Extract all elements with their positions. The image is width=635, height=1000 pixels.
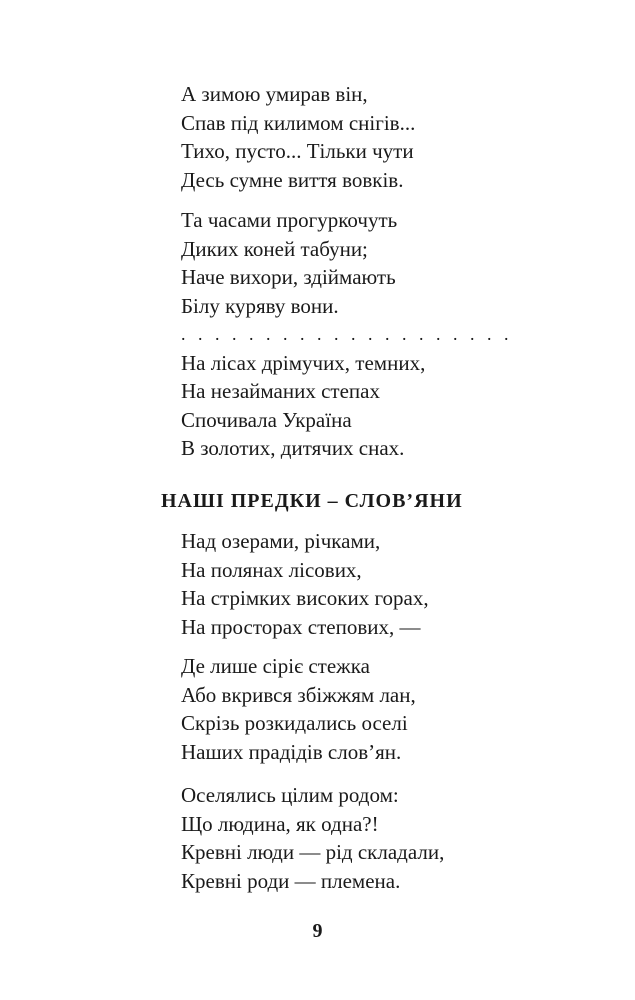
verse-line: Над озерами, річками, — [181, 529, 381, 553]
verse-line: Диких коней табуни; — [181, 236, 368, 261]
verse-line: Білу куряву вони. — [181, 293, 339, 318]
stanza-5 — [181, 781, 444, 895]
verse-line: Кревні роди — племена. — [181, 868, 401, 893]
stanza-1 — [181, 80, 415, 194]
verse-line: Кревні люди — рід складали, — [181, 840, 445, 864]
verse-line: На просторах степових, — — [181, 614, 421, 639]
section-title: НАШІ ПРЕДКИ – СЛОВ’ЯНИ — [161, 490, 463, 512]
stanza-3 — [181, 527, 429, 641]
verse-line: Десь сумне виття вовків. — [181, 167, 404, 192]
stanza-4 — [181, 652, 416, 766]
verse-line: Спав під килимом снігів... — [181, 110, 416, 135]
verse-line: На лісах дрімучих, темних, — [181, 350, 426, 375]
ellipsis-divider: . . . . . . . . . . . . . . . . . . . . — [181, 324, 513, 344]
verse-line: В золотих, дитячих снах. — [181, 436, 405, 460]
verse-line: На незайманих степах — [181, 379, 380, 403]
verse-line: Тихо, пусто... Тільки чути — [181, 139, 414, 163]
verse-line: Що людина, як одна?! — [181, 811, 379, 836]
verse-line: Наче вихори, здіймають — [181, 265, 396, 289]
verse-line: Оселялись цілим родом: — [181, 783, 399, 807]
verse-line: На стрімких високих горах, — [181, 586, 429, 610]
verse-line: А зимою умирав він, — [181, 82, 368, 106]
verse-line: На полянах лісових, — [181, 557, 362, 582]
verse-line: Де лише сіріє стежка — [181, 654, 370, 678]
verse-line: Наших прадідів слов’ян. — [181, 739, 402, 764]
verse-line: Спочивала Україна — [181, 407, 352, 432]
verse-line: Та часами прогуркочуть — [181, 208, 398, 232]
stanza-2 — [181, 206, 513, 463]
verse-line: Або вкрився збіжжям лан, — [181, 682, 416, 707]
verse-line: Скрізь розкидались оселі — [181, 711, 408, 735]
page-number: 9 — [312, 920, 323, 942]
